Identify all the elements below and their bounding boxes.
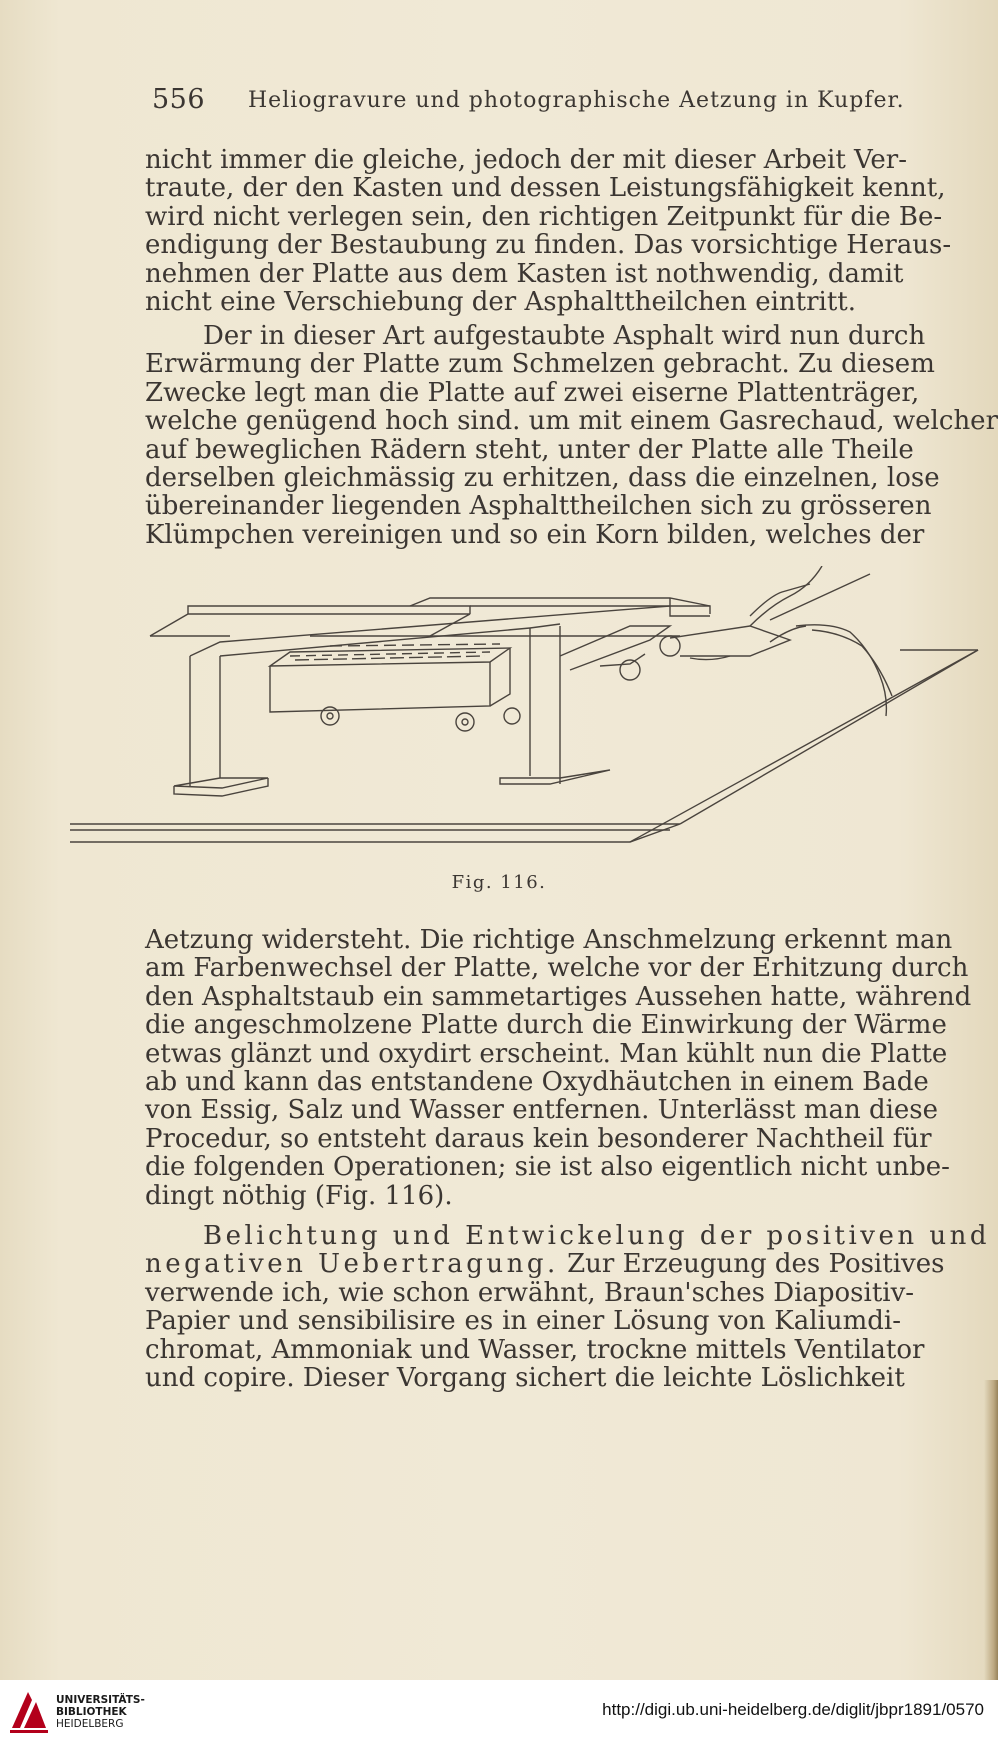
- text-line: chromat, Ammoniak und Wasser, trockne mittels Ventilator: [145, 1334, 925, 1365]
- text-line: übereinander liegenden Asphalttheilchen sich zu grösseren: [145, 491, 932, 522]
- logo-line: UNIVERSITÄTS-: [56, 1694, 145, 1706]
- text-line: von Essig, Salz und Wasser entfernen. Unterlässt man diese: [145, 1095, 939, 1126]
- text-line-rest: Zur Erzeugung des Positives: [567, 1249, 945, 1280]
- text-line: endigung der Bestaubung zu finden. Das vorsichtige Heraus-: [145, 230, 952, 261]
- text-line: am Farbenwechsel der Platte, welche vor der Erhitzung durch: [145, 953, 969, 984]
- section-heading-line: Belichtung und Entwickelung der positiven und: [203, 1221, 990, 1251]
- text-line: nicht eine Verschiebung der Asphalttheilchen eintritt.: [145, 287, 856, 318]
- logo-line: BIBLIOTHEK: [56, 1706, 127, 1718]
- text-line: traute, der den Kasten und dessen Leistungsfähigkeit kennt,: [145, 173, 946, 204]
- text-line: Der in dieser Art aufgestaubte Asphalt wird nun durch: [203, 321, 926, 351]
- paragraph-4: [145, 1221, 990, 1394]
- footer-bar: [0, 1680, 998, 1741]
- text-line: auf beweglichen Rädern steht, unter der Platte alle Theile: [145, 434, 914, 465]
- library-logo-icon: [8, 1688, 50, 1734]
- logo-line: HEIDELBERG: [56, 1718, 124, 1730]
- text-line: und copire. Dieser Vorgang sichert die leichte Löslichkeit: [145, 1363, 905, 1394]
- text-line: verwende ich, wie schon erwähnt, Braun'sches Diapositiv-: [145, 1277, 915, 1308]
- figure-116-illustration: [70, 566, 980, 852]
- text-line: etwas glänzt und oxydirt erscheint. Man kühlt nun die Platte: [145, 1038, 948, 1069]
- text-line: derselben gleichmässig zu erhitzen, dass die einzelnen, lose: [145, 463, 940, 494]
- section-heading-line: negativen Uebertragung.: [145, 1249, 559, 1280]
- text-line: Papier und sensibilisire es in einer Lösung von Kaliumdi-: [145, 1306, 901, 1337]
- text-line: die folgenden Operationen; sie ist also eigentlich nicht unbe-: [145, 1152, 950, 1183]
- paragraph-3: [145, 925, 972, 1211]
- text-line: welche genügend hoch sind. um mit einem Gasrechaud, welcher: [145, 406, 998, 437]
- text-line: [145, 1249, 945, 1280]
- paragraph-1: [145, 145, 952, 318]
- page-number: 556: [152, 84, 206, 115]
- running-title: Heliogravure und photographische Aetzung in Kupfer.: [248, 88, 905, 113]
- permalink-url[interactable]: http://digi.ub.uni-heidelberg.de/diglit/jbpr1891/0570: [602, 1700, 984, 1719]
- text-line: Zwecke legt man die Platte auf zwei eiserne Plattenträger,: [145, 377, 920, 408]
- figure-caption: Fig. 116.: [451, 872, 547, 893]
- running-header: [152, 84, 912, 124]
- library-logo-text: [56, 1694, 145, 1730]
- text-line: Erwärmung der Platte zum Schmelzen gebracht. Zu diesem: [145, 349, 935, 380]
- text-line: Klümpchen vereinigen und so ein Korn bilden, welches der: [145, 519, 925, 550]
- text-line: dingt nöthig (Fig. 116).: [145, 1180, 453, 1211]
- text-line: nehmen der Platte aus dem Kasten ist nothwendig, damit: [145, 258, 904, 289]
- text-line: ab und kann das entstandene Oxydhäutchen in einem Bade: [145, 1067, 929, 1098]
- page-edge-shadow: [984, 1380, 998, 1680]
- paragraph-2: [145, 321, 998, 550]
- text-line: Procedur, so entsteht daraus kein besonderer Nachtheil für: [145, 1123, 932, 1154]
- text-line: die angeschmolzene Platte durch die Einwirkung der Wärme: [145, 1010, 947, 1041]
- text-line: Aetzung widersteht. Die richtige Anschmelzung erkennt man: [145, 925, 953, 955]
- text-line: den Asphaltstaub ein sammetartiges Aussehen hatte, während: [145, 981, 972, 1012]
- text-line: wird nicht verlegen sein, den richtigen Zeitpunkt für die Be-: [145, 201, 943, 232]
- text-line: nicht immer die gleiche, jedoch der mit dieser Arbeit Ver-: [145, 145, 908, 175]
